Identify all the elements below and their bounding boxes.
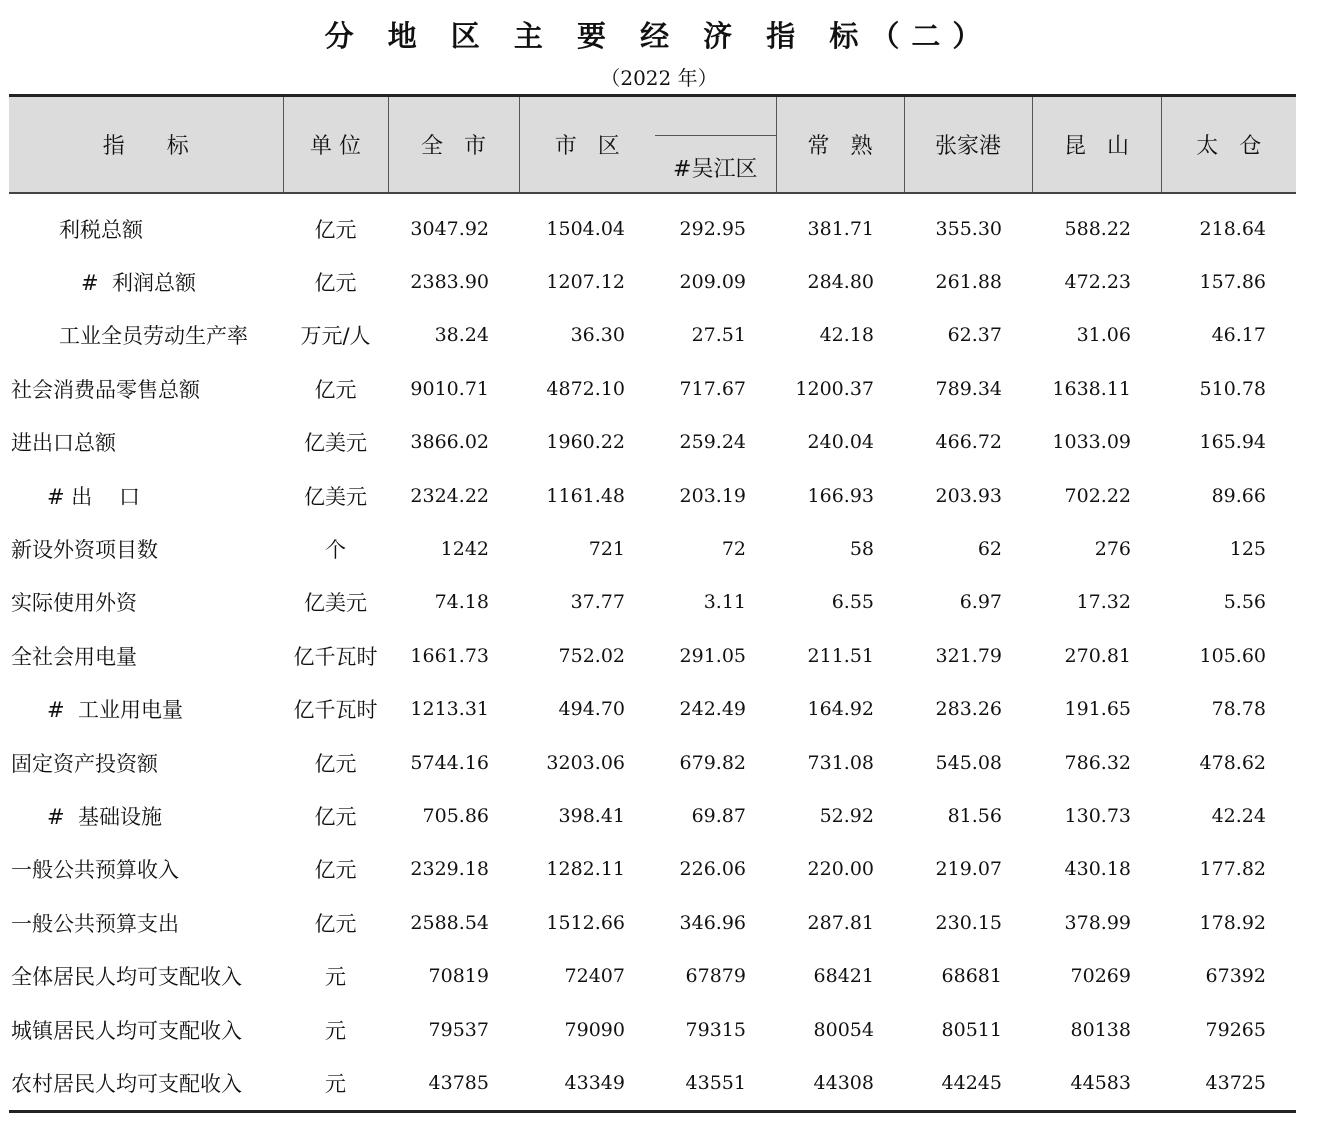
row-unit: 亿美元 <box>304 431 367 456</box>
header-kunshan: 昆 山 <box>1032 96 1161 194</box>
row-unit: 亿元 <box>314 217 357 242</box>
cell-taicang: 79265 <box>1205 1018 1266 1041</box>
cell-whole-city: 43785 <box>428 1071 489 1094</box>
table-row <box>9 896 1296 949</box>
cell-zhangjiagang: 219.07 <box>935 858 1002 881</box>
header-unit: 单 位 <box>283 96 388 194</box>
cell-changshu: 1200.37 <box>795 377 874 400</box>
row-label: 利税总额 <box>59 217 143 242</box>
cell-whole-city: 70819 <box>428 965 489 988</box>
cell-kunshan: 80138 <box>1070 1018 1131 1041</box>
cell-whole-city: 2324.22 <box>410 484 489 507</box>
cell-zhangjiagang: 321.79 <box>935 644 1002 667</box>
cell-wujiang: 717.67 <box>679 377 746 400</box>
row-unit: 亿千瓦时 <box>293 644 378 669</box>
cell-zhangjiagang: 62 <box>977 538 1002 561</box>
cell-changshu: 68421 <box>813 965 874 988</box>
cell-kunshan: 191.65 <box>1064 698 1131 721</box>
cell-kunshan: 588.22 <box>1064 217 1131 240</box>
cell-zhangjiagang: 6.97 <box>959 591 1002 614</box>
cell-kunshan: 70269 <box>1070 965 1131 988</box>
cell-whole-city: 705.86 <box>422 804 489 827</box>
cell-kunshan: 270.81 <box>1064 644 1131 667</box>
cell-urban: 752.02 <box>558 644 625 667</box>
cell-urban: 1504.04 <box>546 217 625 240</box>
cell-changshu: 240.04 <box>807 431 874 454</box>
table-row <box>9 736 1296 789</box>
cell-kunshan: 1638.11 <box>1052 377 1131 400</box>
row-label: 工业全员劳动生产率 <box>59 324 248 349</box>
cell-zhangjiagang: 44245 <box>941 1071 1002 1094</box>
cell-taicang: 89.66 <box>1211 484 1266 507</box>
cell-wujiang: 27.51 <box>691 324 746 347</box>
cell-urban: 721 <box>588 538 625 561</box>
table-row <box>9 522 1296 575</box>
row-label: # 基础设施 <box>47 804 162 829</box>
cell-taicang: 218.64 <box>1199 217 1266 240</box>
cell-urban: 1512.66 <box>546 911 625 934</box>
cell-urban: 79090 <box>564 1018 625 1041</box>
cell-wujiang: 242.49 <box>679 698 746 721</box>
cell-taicang: 510.78 <box>1199 377 1266 400</box>
cell-urban: 494.70 <box>558 698 625 721</box>
cell-kunshan: 472.23 <box>1064 271 1131 294</box>
cell-changshu: 287.81 <box>807 911 874 934</box>
cell-wujiang: 79315 <box>685 1018 746 1041</box>
table-row <box>9 629 1296 682</box>
cell-wujiang: 72 <box>721 538 746 561</box>
row-label: 一般公共预算收入 <box>11 858 179 883</box>
row-label: 社会消费品零售总额 <box>11 377 200 402</box>
cell-urban: 398.41 <box>558 804 625 827</box>
header-indicator: 指 标 <box>9 96 283 194</box>
cell-kunshan: 430.18 <box>1064 858 1131 881</box>
cell-urban: 43349 <box>564 1071 625 1094</box>
cell-wujiang: 209.09 <box>679 271 746 294</box>
table-row <box>9 416 1296 469</box>
cell-taicang: 5.56 <box>1223 591 1266 614</box>
row-label: 进出口总额 <box>11 431 116 456</box>
cell-changshu: 211.51 <box>807 644 874 667</box>
indicators-table <box>9 94 1296 1113</box>
cell-whole-city: 79537 <box>428 1018 489 1041</box>
cell-zhangjiagang: 355.30 <box>935 217 1002 240</box>
cell-wujiang: 67879 <box>685 965 746 988</box>
cell-wujiang: 3.11 <box>703 591 746 614</box>
header-zhangjiagang: 张家港 <box>904 96 1032 194</box>
row-unit: 亿元 <box>314 804 357 829</box>
cell-kunshan: 130.73 <box>1064 804 1131 827</box>
header-taicang: 太 仓 <box>1161 96 1296 194</box>
header-wujiang: #吴江区 <box>655 136 776 194</box>
cell-kunshan: 702.22 <box>1064 484 1131 507</box>
cell-changshu: 52.92 <box>819 804 874 827</box>
cell-kunshan: 17.32 <box>1076 591 1131 614</box>
table-row <box>9 309 1296 362</box>
cell-urban: 37.77 <box>570 591 625 614</box>
row-unit: 亿元 <box>314 751 357 776</box>
cell-changshu: 381.71 <box>807 217 874 240</box>
cell-changshu: 42.18 <box>819 324 874 347</box>
cell-urban: 1960.22 <box>546 431 625 454</box>
table-row <box>9 1056 1296 1111</box>
cell-whole-city: 5744.16 <box>410 751 489 774</box>
cell-wujiang: 292.95 <box>679 217 746 240</box>
row-label: # 工业用电量 <box>47 698 183 723</box>
row-unit: 亿元 <box>314 858 357 883</box>
row-unit: 元 <box>325 1071 346 1096</box>
cell-taicang: 177.82 <box>1199 858 1266 881</box>
row-label: 实际使用外资 <box>11 591 137 616</box>
row-unit: 元 <box>325 965 346 990</box>
row-unit: 亿千瓦时 <box>293 698 378 723</box>
cell-whole-city: 2588.54 <box>410 911 489 934</box>
cell-zhangjiagang: 81.56 <box>947 804 1002 827</box>
cell-wujiang: 259.24 <box>679 431 746 454</box>
table-body <box>9 193 1296 1111</box>
table-row <box>9 576 1296 629</box>
row-label: 全体居民人均可支配收入 <box>11 965 242 990</box>
cell-wujiang: 203.19 <box>679 484 746 507</box>
page-subtitle: （2022 年） <box>600 66 718 90</box>
table-row <box>9 789 1296 842</box>
cell-taicang: 67392 <box>1205 965 1266 988</box>
table-header <box>9 96 1296 194</box>
table-row <box>9 949 1296 1002</box>
cell-urban: 1207.12 <box>546 271 625 294</box>
table-row <box>9 683 1296 736</box>
cell-changshu: 6.55 <box>831 591 874 614</box>
row-label: 城镇居民人均可支配收入 <box>11 1018 242 1043</box>
cell-changshu: 58 <box>849 538 874 561</box>
cell-kunshan: 276 <box>1094 538 1131 561</box>
cell-whole-city: 9010.71 <box>410 377 489 400</box>
header-urban: 市 区 <box>519 96 655 194</box>
cell-changshu: 164.92 <box>807 698 874 721</box>
row-unit: 亿元 <box>314 911 357 936</box>
cell-whole-city: 2383.90 <box>410 271 489 294</box>
table-row <box>9 469 1296 522</box>
row-unit: 个 <box>325 538 346 563</box>
cell-whole-city: 3866.02 <box>410 431 489 454</box>
cell-taicang: 478.62 <box>1199 751 1266 774</box>
cell-zhangjiagang: 545.08 <box>935 751 1002 774</box>
cell-taicang: 125 <box>1229 538 1266 561</box>
cell-whole-city: 1213.31 <box>410 698 489 721</box>
cell-zhangjiagang: 789.34 <box>935 377 1002 400</box>
cell-zhangjiagang: 230.15 <box>935 911 1002 934</box>
cell-kunshan: 786.32 <box>1064 751 1131 774</box>
cell-urban: 1161.48 <box>546 484 625 507</box>
cell-wujiang: 43551 <box>685 1071 746 1094</box>
cell-changshu: 284.80 <box>807 271 874 294</box>
cell-wujiang: 69.87 <box>691 804 746 827</box>
cell-changshu: 166.93 <box>807 484 874 507</box>
row-unit: 亿元 <box>314 377 357 402</box>
cell-kunshan: 31.06 <box>1076 324 1131 347</box>
cell-urban: 3203.06 <box>546 751 625 774</box>
cell-urban: 36.30 <box>570 324 625 347</box>
cell-zhangjiagang: 261.88 <box>935 271 1002 294</box>
row-label: 农村居民人均可支配收入 <box>11 1071 242 1096</box>
row-label: # 利润总额 <box>81 271 196 296</box>
row-label: 全社会用电量 <box>11 644 137 669</box>
row-unit: 元 <box>325 1018 346 1043</box>
row-label: 新设外资项目数 <box>11 538 158 563</box>
cell-taicang: 165.94 <box>1199 431 1266 454</box>
cell-whole-city: 1242 <box>440 538 489 561</box>
cell-whole-city: 1661.73 <box>410 644 489 667</box>
table-row <box>9 255 1296 308</box>
row-label: # 出 口 <box>47 484 140 509</box>
table-row <box>9 843 1296 896</box>
cell-zhangjiagang: 68681 <box>941 965 1002 988</box>
header-changshu: 常 熟 <box>776 96 904 194</box>
row-unit: 亿美元 <box>304 591 367 616</box>
cell-zhangjiagang: 80511 <box>941 1018 1002 1041</box>
header-urban-sub-blank <box>655 96 776 136</box>
row-unit: 亿美元 <box>304 484 367 509</box>
cell-taicang: 157.86 <box>1199 271 1266 294</box>
cell-zhangjiagang: 203.93 <box>935 484 1002 507</box>
cell-wujiang: 226.06 <box>679 858 746 881</box>
cell-urban: 4872.10 <box>546 377 625 400</box>
row-label: 固定资产投资额 <box>11 751 158 776</box>
cell-urban: 1282.11 <box>546 858 625 881</box>
cell-taicang: 78.78 <box>1211 698 1266 721</box>
cell-whole-city: 3047.92 <box>410 217 489 240</box>
cell-changshu: 80054 <box>813 1018 874 1041</box>
cell-taicang: 178.92 <box>1199 911 1266 934</box>
cell-wujiang: 291.05 <box>679 644 746 667</box>
cell-kunshan: 44583 <box>1070 1071 1131 1094</box>
cell-taicang: 43725 <box>1205 1071 1266 1094</box>
table-row <box>9 1003 1296 1056</box>
cell-taicang: 46.17 <box>1211 324 1266 347</box>
table-row <box>9 362 1296 415</box>
cell-kunshan: 1033.09 <box>1052 431 1131 454</box>
cell-whole-city: 74.18 <box>434 591 489 614</box>
cell-taicang: 42.24 <box>1211 804 1266 827</box>
cell-changshu: 44308 <box>813 1071 874 1094</box>
cell-taicang: 105.60 <box>1199 644 1266 667</box>
row-unit: 万元/人 <box>300 324 371 349</box>
cell-zhangjiagang: 283.26 <box>935 698 1002 721</box>
page-title: 分 地 区 主 要 经 济 指 标（二） <box>324 19 994 53</box>
cell-wujiang: 346.96 <box>679 911 746 934</box>
cell-whole-city: 2329.18 <box>410 858 489 881</box>
header-whole-city: 全 市 <box>388 96 519 194</box>
cell-changshu: 731.08 <box>807 751 874 774</box>
cell-zhangjiagang: 466.72 <box>935 431 1002 454</box>
cell-wujiang: 679.82 <box>679 751 746 774</box>
cell-changshu: 220.00 <box>807 858 874 881</box>
table-row <box>9 193 1296 255</box>
cell-urban: 72407 <box>564 965 625 988</box>
cell-zhangjiagang: 62.37 <box>947 324 1002 347</box>
row-unit: 亿元 <box>314 271 357 296</box>
cell-kunshan: 378.99 <box>1064 911 1131 934</box>
row-label: 一般公共预算支出 <box>11 911 179 936</box>
cell-whole-city: 38.24 <box>434 324 489 347</box>
